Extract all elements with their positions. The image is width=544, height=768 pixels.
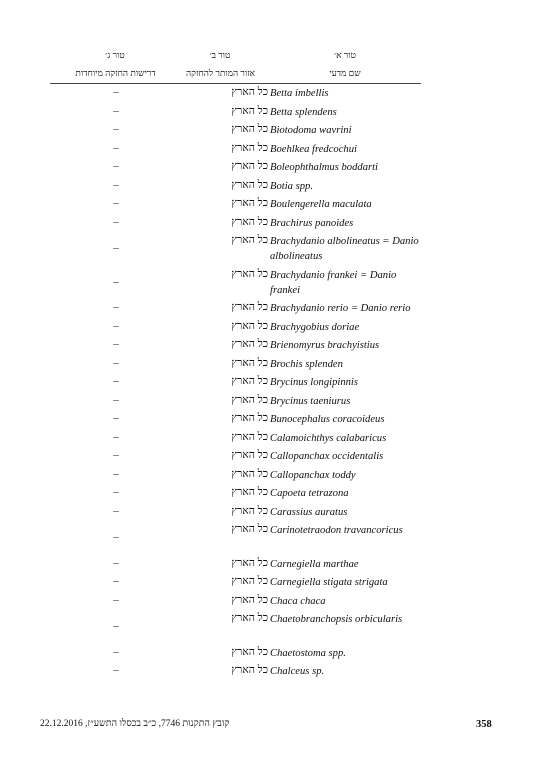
permitted-area: כל הארץ: [231, 141, 268, 154]
table-row: [0, 84, 544, 103]
col-b-sublabel: אזור המותר להחזקה: [185, 68, 256, 78]
permitted-area: כל הארץ: [231, 197, 268, 209]
permitted-area: כל הארץ: [231, 301, 268, 313]
scientific-name: Brycinus taeniurus: [270, 395, 351, 407]
special-requirements: –: [113, 620, 119, 632]
permitted-area: כל הארץ: [231, 486, 268, 498]
scientific-name: Carnegiella marthae: [270, 558, 359, 570]
table-row: [0, 644, 544, 663]
table-row: [0, 592, 544, 611]
scientific-name: Betta splendens: [270, 106, 337, 118]
scientific-name: Carassius auratus: [270, 506, 348, 518]
permitted-area: כל הארץ: [231, 178, 268, 191]
table-row: [0, 266, 544, 300]
scientific-name: Botia spp.: [270, 180, 313, 192]
col-a-label: טור א׳: [334, 50, 356, 60]
special-requirements: –: [113, 275, 119, 288]
special-requirements: –: [113, 504, 119, 517]
scientific-name: Carnegiella stigata strigata: [270, 577, 388, 588]
special-requirements: –: [113, 664, 119, 676]
table-row: [0, 195, 544, 214]
permitted-area: כל הארץ: [231, 86, 268, 98]
special-requirements: –: [113, 86, 119, 98]
permitted-area: כל הארץ: [231, 412, 268, 424]
permitted-area: כל הארץ: [231, 160, 268, 172]
permitted-area: כל הארץ: [231, 504, 268, 517]
permitted-area: כל הארץ: [231, 612, 268, 624]
publication-line: קובץ התקנות 7746, כ״ב בכסלו התשע״ז, 22.12.2016: [40, 719, 230, 729]
scientific-name: Brachygobius doriae: [270, 321, 360, 333]
permitted-area: כל הארץ: [231, 267, 268, 280]
permitted-area: כל הארץ: [231, 449, 268, 461]
permitted-area: כל הארץ: [231, 234, 268, 246]
special-requirements: –: [113, 593, 119, 606]
col-b-label: טור ב׳: [209, 50, 231, 60]
permitted-area: כל הארץ: [231, 523, 268, 535]
permitted-area: כל הארץ: [231, 467, 268, 480]
col-c-sublabel: דרישות החזקה מיוחדות: [75, 68, 156, 78]
col-c-label: טור ג׳: [105, 50, 125, 60]
special-requirements: –: [113, 356, 119, 369]
special-requirements: –: [113, 393, 119, 406]
table-row: [0, 299, 544, 318]
special-requirements: –: [113, 531, 119, 543]
table-row: [0, 466, 544, 485]
special-requirements: –: [113, 123, 119, 135]
table-row: [0, 573, 544, 592]
table-row: [0, 555, 544, 574]
scientific-name: Chaetobranchopsis orbicularis: [270, 614, 403, 625]
scientific-name: Brachirus panoides: [270, 217, 354, 229]
scientific-name: Bunocephalus coracoideus: [270, 414, 385, 425]
table-row: [0, 140, 544, 159]
table-row: [0, 121, 544, 140]
scientific-name: Brachydanio frankei = Danio frankei: [270, 269, 397, 296]
special-requirements: –: [113, 467, 119, 480]
scientific-name: Chaetostoma spp.: [270, 647, 346, 659]
permitted-area: כל הארץ: [231, 575, 268, 587]
table-row: [0, 447, 544, 466]
table-row: [0, 318, 544, 337]
scientific-name: Callopanchax toddy: [270, 469, 356, 481]
special-requirements: –: [113, 375, 119, 387]
table-row: [0, 392, 544, 411]
table-row: [0, 355, 544, 374]
table-row: [0, 521, 544, 555]
scientific-name: Brienomyrus brachyistius: [270, 340, 380, 351]
scientific-name: Calamoichthys calabaricus: [270, 432, 387, 444]
special-requirements: –: [113, 197, 119, 209]
special-requirements: –: [113, 178, 119, 191]
special-requirements: –: [113, 486, 119, 498]
special-requirements: –: [113, 242, 119, 254]
scientific-name: Biotodoma wavrini: [270, 125, 352, 136]
special-requirements: –: [113, 449, 119, 461]
permitted-area: כל הארץ: [231, 123, 268, 135]
special-requirements: –: [113, 575, 119, 587]
scientific-name: Brachydanio albolineatus = Danio albolineatus: [270, 236, 419, 262]
scientific-name: Boleophthalmus boddarti: [270, 162, 378, 173]
permitted-area: כל הארץ: [231, 215, 268, 228]
scientific-name: Capoeta tetrazona: [270, 488, 349, 499]
special-requirements: –: [113, 215, 119, 228]
permitted-area: כל הארץ: [231, 104, 268, 117]
permitted-area: כל הארץ: [231, 356, 268, 369]
scientific-name: Boehlkea fredcochui: [270, 143, 357, 155]
special-requirements: –: [113, 645, 119, 658]
table-row: [0, 177, 544, 196]
permitted-area: כל הארץ: [231, 375, 268, 387]
special-requirements: –: [113, 430, 119, 443]
special-requirements: –: [113, 160, 119, 172]
special-requirements: –: [113, 104, 119, 117]
scientific-name: Chaca chaca: [270, 595, 326, 607]
permitted-area: כל הארץ: [231, 393, 268, 406]
table-row: [0, 232, 544, 266]
table-row: [0, 410, 544, 429]
page-number: 358: [476, 719, 492, 730]
table-row: [0, 484, 544, 503]
special-requirements: –: [113, 412, 119, 424]
scientific-name: Callopanchax occidentalis: [270, 451, 384, 462]
table-row: [0, 662, 544, 681]
permitted-area: כל הארץ: [231, 430, 268, 443]
permitted-area: כל הארץ: [231, 556, 268, 569]
col-a-sublabel: שם מדעי: [329, 68, 361, 78]
table-row: [0, 336, 544, 355]
scientific-name: Boulengerella maculata: [270, 199, 372, 210]
special-requirements: –: [113, 556, 119, 569]
scientific-name: Betta imbellis: [270, 88, 329, 99]
permitted-area: כל הארץ: [231, 319, 268, 332]
special-requirements: –: [113, 338, 119, 350]
table-row: [0, 103, 544, 122]
special-requirements: –: [113, 141, 119, 154]
table-row: [0, 503, 544, 522]
table-row: [0, 158, 544, 177]
scientific-name: Brycinus longipinnis: [270, 377, 358, 388]
scientific-name: Carinotetraodon travancoricus: [270, 525, 403, 536]
special-requirements: –: [113, 301, 119, 313]
table-row: [0, 214, 544, 233]
table-row: [0, 373, 544, 392]
table-row: [0, 429, 544, 448]
scientific-name: Brachydanio rerio = Danio rerio: [270, 303, 411, 314]
scientific-name: Chalceus sp.: [270, 666, 325, 677]
permitted-area: כל הארץ: [231, 645, 268, 658]
scientific-name: Brochis splenden: [270, 358, 343, 370]
special-requirements: –: [113, 319, 119, 332]
permitted-area: כל הארץ: [231, 338, 268, 350]
table-row: [0, 610, 544, 644]
species-table: [0, 84, 544, 681]
permitted-area: כל הארץ: [231, 664, 268, 676]
permitted-area: כל הארץ: [231, 593, 268, 606]
